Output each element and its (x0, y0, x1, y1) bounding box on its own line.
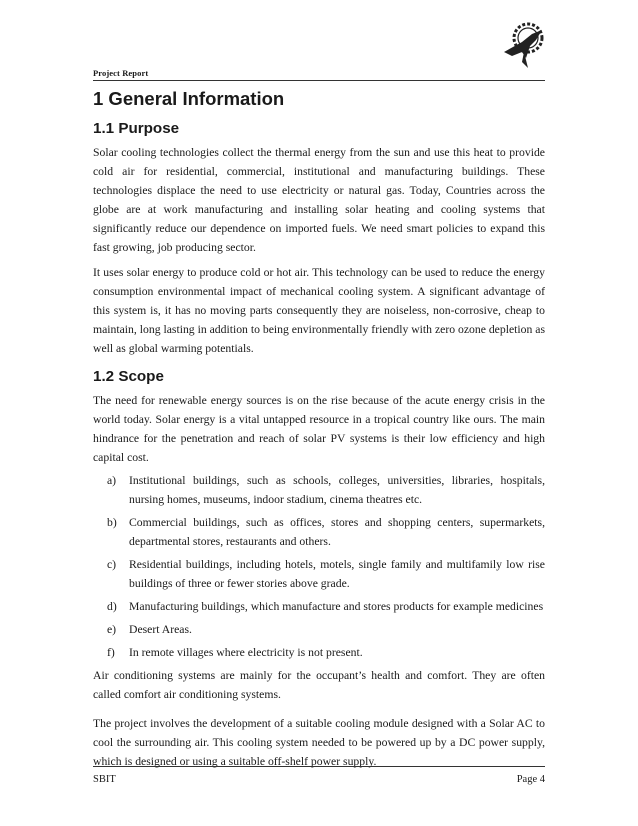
list-item (93, 643, 545, 662)
footer-institution: SBIT (93, 774, 116, 785)
header-label: Project Report (93, 68, 149, 78)
list-item (93, 471, 545, 509)
purpose-heading: 1.1 Purpose (93, 120, 180, 137)
list-item-text: Institutional buildings, such as schools, colleges, universities, libraries, hospitals, nursing homes, museums, indoor stadium, cinema theatres etc. (129, 474, 545, 506)
building-types-list (93, 471, 545, 662)
list-item-text: Desert Areas. (129, 623, 192, 636)
section-title: 1 General Information (93, 88, 285, 109)
project-paragraph: The project involves the development of a suitable cooling module designed with a Solar AC to cool the surrounding air. This cooling system needed to be powered up by a DC power supply, which is designed or using a suitable off-shelf power supply. (93, 717, 545, 768)
institution-logo-icon (502, 12, 548, 76)
list-item-text: Manufacturing buildings, which manufacture and stores products for example medicines (129, 600, 544, 613)
header-divider (93, 80, 545, 81)
list-item-text: In remote villages where electricity is not present. (129, 646, 363, 659)
footer-page-number: Page 4 (516, 774, 545, 785)
list-item-marker: e) (107, 623, 117, 636)
purpose-paragraph-1: Solar cooling technologies collect the thermal energy from the sun and use this heat to provide cold air for residential, commercial, institutional and manufacturing buildings. These technologies displace the need to use electricity or natural gas. Today, Countries across the globe are at work manufacturing and installing solar heating and cooling systems that significantly reduce our dependence on imported fuels. We need smart policies to expand this fast growing, job producing sector. (93, 146, 545, 254)
page-content (93, 84, 545, 771)
list-item-marker: a) (107, 474, 117, 487)
list-item-marker: f) (107, 646, 115, 659)
comfort-paragraph: Air conditioning systems are mainly for the occupant’s health and comfort. They are often called comfort air conditioning systems. (93, 669, 545, 701)
list-item-text: Commercial buildings, such as offices, stores and shopping centers, supermarkets, departmental stores, restaurants and others. (129, 516, 545, 548)
list-item-marker: b) (107, 516, 117, 529)
footer-divider (93, 766, 545, 767)
list-item (93, 513, 545, 551)
scope-heading: 1.2 Scope (93, 368, 164, 385)
scope-intro-paragraph: The need for renewable energy sources is on the rise because of the acute energy crisis in the world today. Solar energy is a vital untapped resource in a tropical country like ours. The main hindrance for the penetration and reach of solar PV systems is their low efficiency and high capital cost. (93, 394, 545, 464)
purpose-paragraph-2: It uses solar energy to produce cold or hot air. This technology can be used to reduce the energy consumption environmental impact of mechanical cooling system. A significant advantage of this system is, it has no moving parts consequently they are noiseless, non-corrosive, cheap to maintain, long lasting in addition to being environmentally friendly with zero ozone depletion as well as global warming potentials. (93, 266, 545, 355)
list-item-marker: d) (107, 600, 117, 613)
list-item (93, 620, 545, 639)
list-item (93, 555, 545, 593)
list-item-marker: c) (107, 558, 117, 571)
list-item (93, 597, 545, 616)
list-item-text: Residential buildings, including hotels, motels, single family and multifamily low rise buildings of three or fewer stories above grade. (129, 558, 545, 590)
